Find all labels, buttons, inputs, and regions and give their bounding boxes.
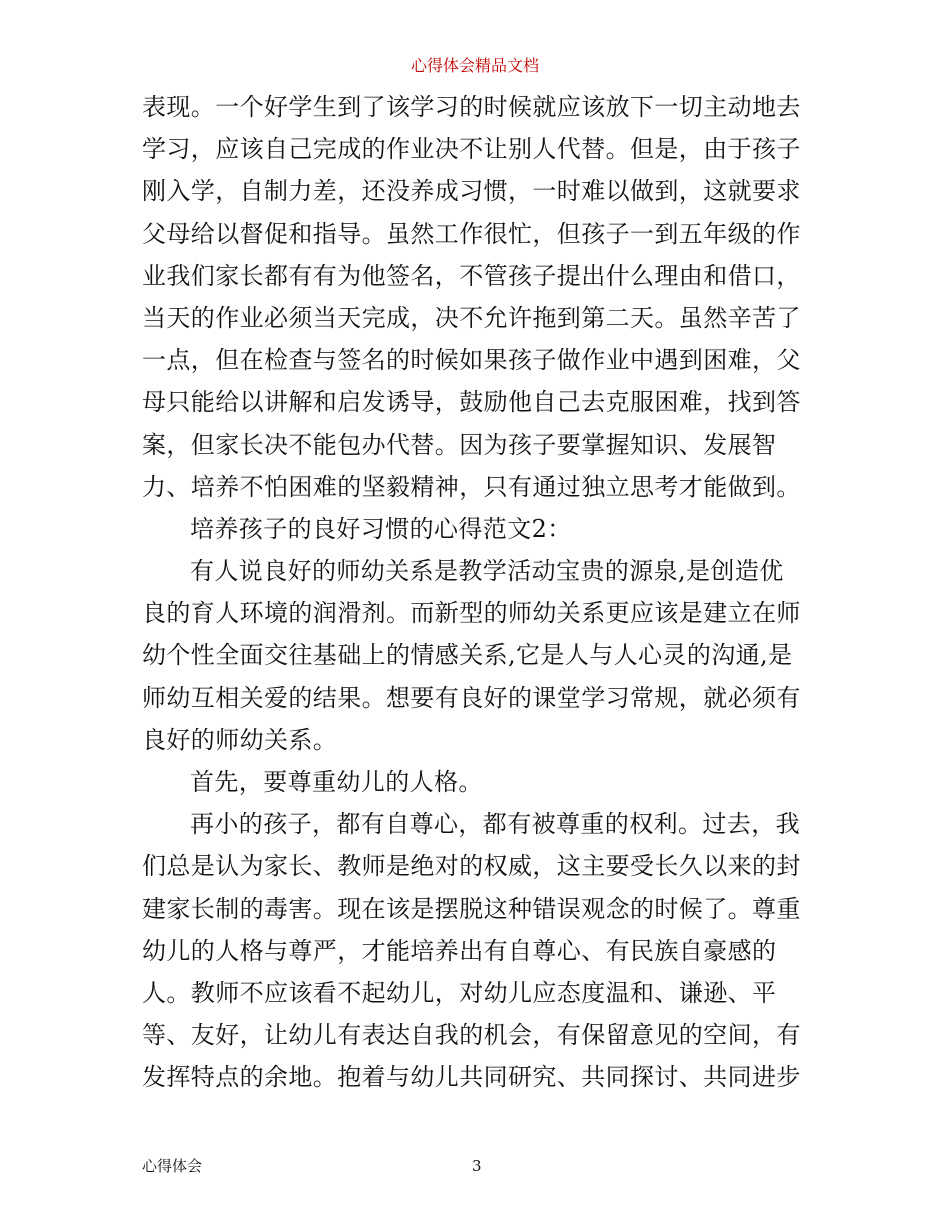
- body-line: 再小的孩子，都有自尊心，都有被尊重的权利。过去，我: [190, 810, 800, 839]
- body-line: 人。教师不应该看不起幼儿，对幼儿应态度温和、谦逊、平: [142, 978, 777, 1007]
- body-line: 首先，要尊重幼儿的人格。: [190, 768, 483, 796]
- body-line: 良的育人环境的润滑剂。而新型的师幼关系更应该是建立在师: [142, 599, 801, 628]
- page-footer: [142, 1156, 814, 1176]
- body-line: 力、培养不怕困难的坚毅精神，只有通过独立思考才能做到。: [142, 472, 801, 501]
- document-body: [142, 86, 814, 1099]
- body-line: 母只能给以讲解和启发诱导，鼓励他自己去克服困难，找到答: [142, 388, 801, 417]
- body-line: 一点，但在检查与签名的时候如果孩子做作业中遇到困难，父: [142, 346, 801, 375]
- body-line: 学习，应该自己完成的作业决不让别人代替。但是，由于孩子: [142, 135, 801, 164]
- body-line: 等、友好，让幼儿有表达自我的机会，有保留意见的空间，有: [142, 1021, 801, 1050]
- body-line: 当天的作业必须当天完成，决不允许拖到第二天。虽然辛苦了: [142, 303, 801, 332]
- body-line: 业我们家长都有有为他签名，不管孩子提出什么理由和借口，: [142, 261, 801, 290]
- body-line: 良好的师幼关系。: [142, 725, 338, 754]
- page-number: 3: [472, 1157, 482, 1175]
- footer-label: 心得体会: [142, 1157, 203, 1175]
- body-line: 幼儿的人格与尊严，才能培养出有自尊心、有民族自豪感的: [142, 936, 777, 965]
- body-line: 父母给以督促和指导。虽然工作很忙，但孩子一到五年级的作: [142, 219, 801, 248]
- body-line: 有人说良好的师幼关系是教学活动宝贵的源泉,是创造优: [190, 557, 784, 586]
- body-line: 幼个性全面交往基础上的情感关系,它是人与人心灵的沟通,是: [142, 641, 793, 670]
- page-header-title: 心得体会精品文档: [410, 56, 539, 75]
- body-line: 刚入学，自制力差，还没养成习惯，一时难以做到，这就要求: [142, 177, 801, 206]
- body-line: 案，但家长决不能包办代替。因为孩子要掌握知识、发展智: [142, 430, 777, 459]
- body-line: 表现。一个好学生到了该学习的时候就应该放下一切主动地去: [142, 93, 801, 121]
- body-line: 们总是认为家长、教师是绝对的权威，这主要受长久以来的封: [142, 852, 801, 881]
- body-line: 师幼互相关爱的结果。想要有良好的课堂学习常规，就必须有: [142, 683, 801, 712]
- body-line: 发挥特点的余地。抱着与幼儿共同研究、共同探讨、共同进步: [142, 1063, 801, 1092]
- body-line: 建家长制的毒害。现在该是摆脱这种错误观念的时候了。尊重: [142, 894, 801, 923]
- section-heading: 培养孩子的良好习惯的心得范文2：: [190, 514, 572, 543]
